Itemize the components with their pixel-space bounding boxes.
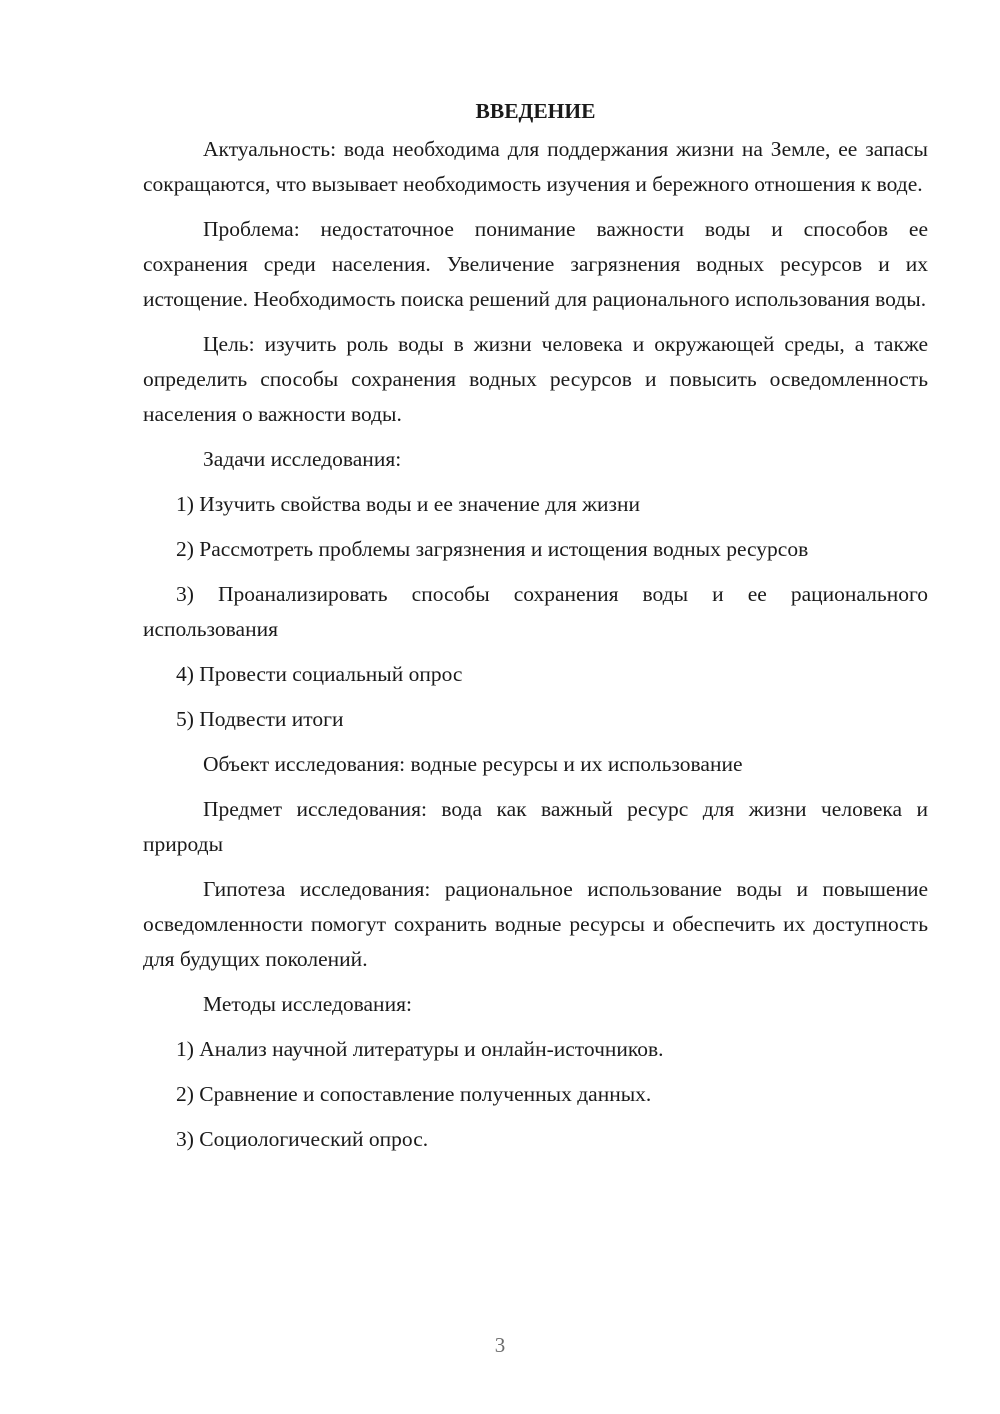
task-item-1: 1) Изучить свойства воды и ее значение для жизни (176, 492, 641, 516)
relevance-paragraph: Актуальность: вода необходима для поддержания жизни на Земле, ее запасы сокращаются, что вызывает необходимость изучения и бережного отношения к воде. (143, 137, 928, 196)
page-number: 3 (494, 1333, 506, 1357)
method-item-3: 3) Социологический опрос. (176, 1127, 429, 1151)
tasks-heading: Задачи исследования: (203, 447, 402, 471)
hypothesis-paragraph: Гипотеза исследования: рациональное использование воды и повышение осведомленности помогут сохранить водные ресурсы и обеспечить их доступность для будущих поколений. (143, 877, 928, 971)
method-item-1: 1) Анализ научной литературы и онлайн-источников. (176, 1037, 664, 1061)
task-item-4: 4) Провести социальный опрос (176, 662, 463, 686)
object-paragraph: Объект исследования: водные ресурсы и их использование (203, 752, 743, 776)
method-item-2: 2) Сравнение и сопоставление полученных данных. (176, 1082, 652, 1106)
goal-paragraph: Цель: изучить роль воды в жизни человека и окружающей среды, а также определить способы сохранения водных ресурсов и повысить осведомленность населения о важности воды. (143, 332, 928, 426)
methods-heading: Методы исследования: (203, 992, 412, 1016)
problem-paragraph: Проблема: недостаточное понимание важности воды и способов ее сохранения среди населения. Увеличение загрязнения водных ресурсов и их истощение. Необходимость поиска решений для рационального использования воды. (143, 217, 928, 311)
task-item-2: 2) Рассмотреть проблемы загрязнения и истощения водных ресурсов (176, 537, 809, 561)
subject-paragraph: Предмет исследования: вода как важный ресурс для жизни человека и природы (143, 797, 928, 856)
document-page (143, 96, 928, 1167)
task-item-3: 3) Проанализировать способы сохранения воды и ее рационального использования (143, 582, 928, 641)
page-title: ВВЕДЕНИЕ (475, 99, 596, 123)
task-item-5: 5) Подвести итоги (176, 707, 344, 731)
